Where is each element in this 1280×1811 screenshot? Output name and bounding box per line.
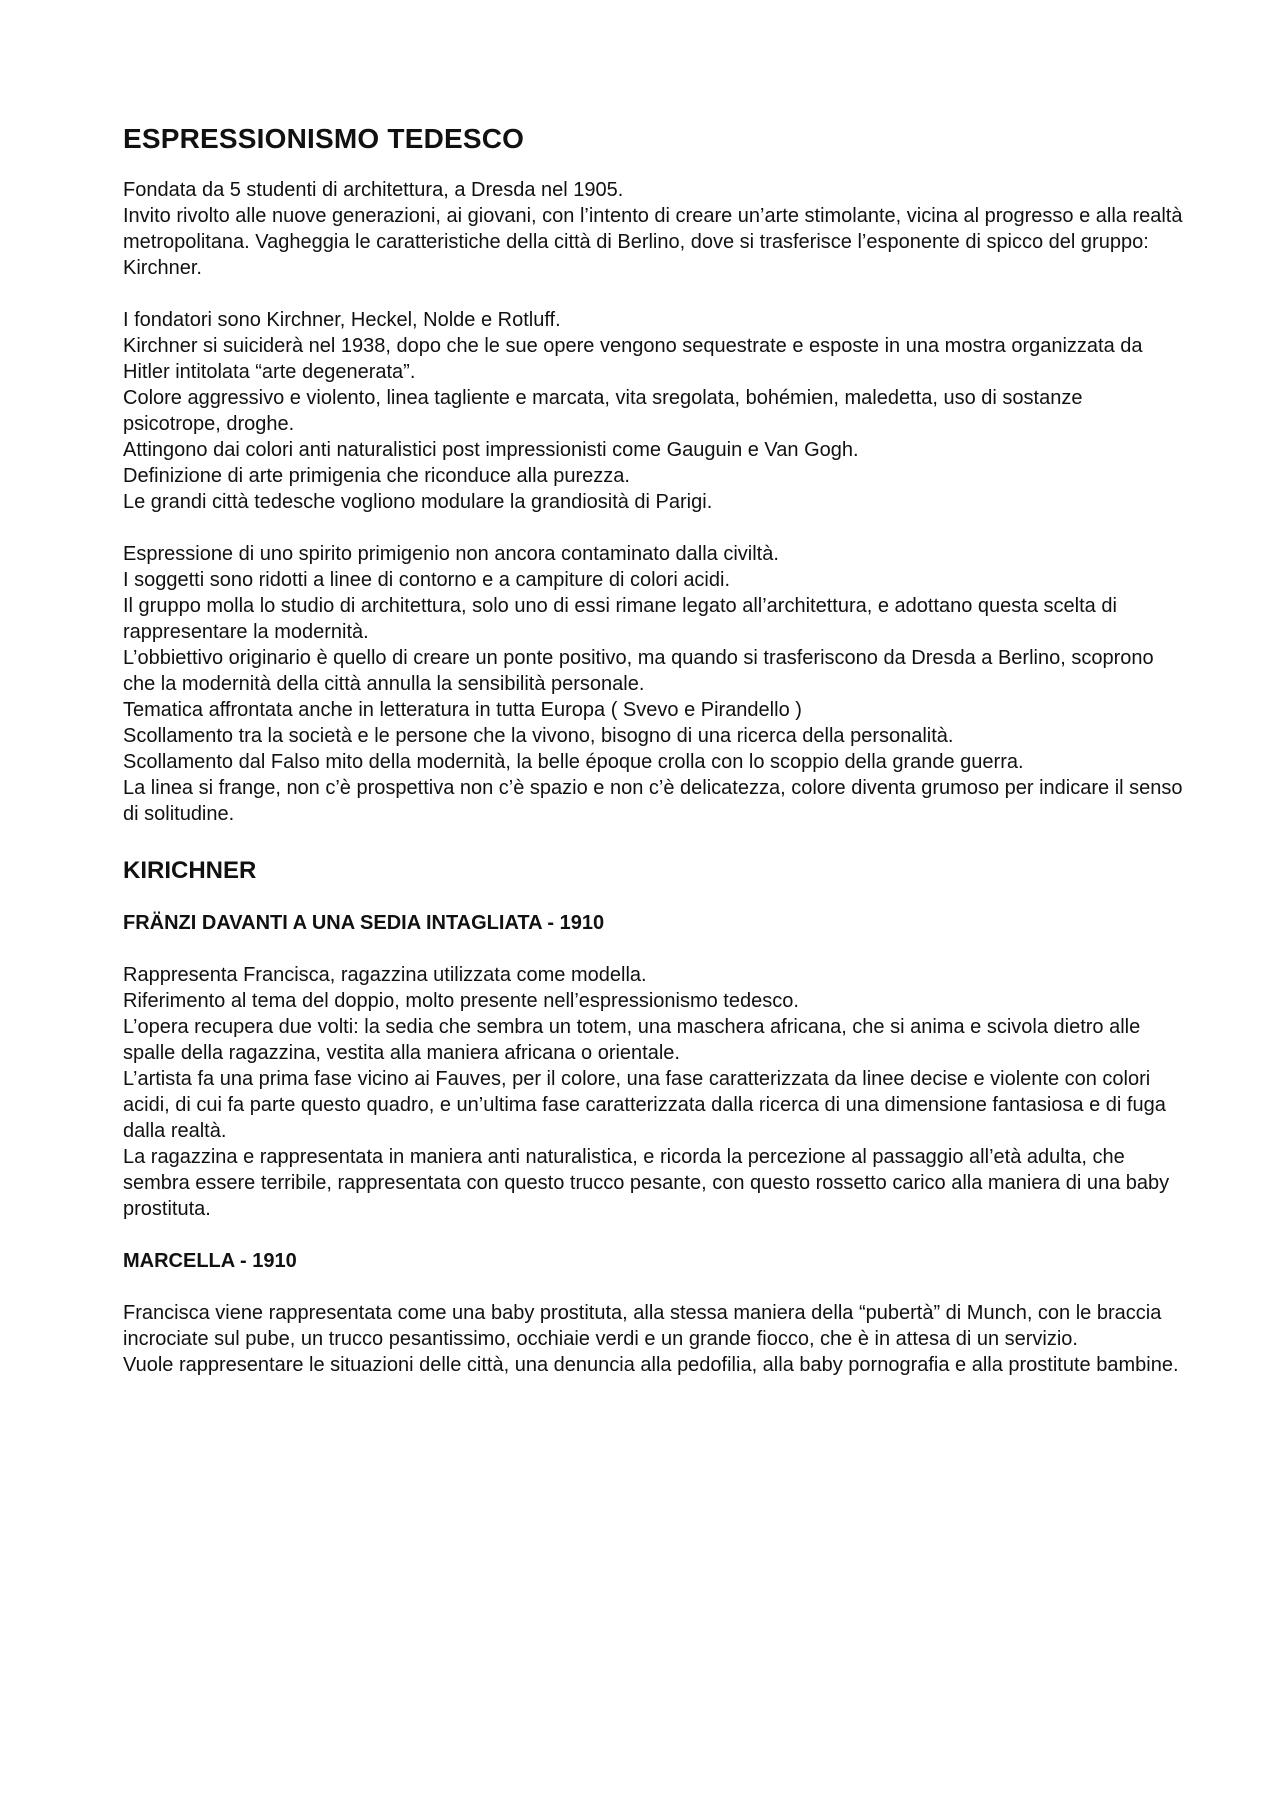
paragraph: Vuole rappresentare le situazioni delle città, una denuncia alla pedofilia, alla baby pornografia e alla prostitute bambine. [123, 1354, 1179, 1376]
paragraph: L’artista fa una prima fase vicino ai Fauves, per il colore, una fase caratterizzata da linee decise e violente con colori acidi, di cui fa parte questo quadro, e un’ultima fase caratterizzata dalla ricerca di una dimensione fantasiosa e di fuga dalla realtà. [123, 1068, 1166, 1142]
work-heading: FRÄNZI DAVANTI A UNA SEDIA INTAGLIATA - 1910 [123, 912, 605, 934]
paragraph: Scollamento dal Falso mito della modernità, la belle époque crolla con lo scoppio della grande guerra. [123, 751, 1024, 773]
paragraph: Le grandi città tedesche vogliono modulare la grandiosità di Parigi. [123, 491, 713, 513]
paragraph: La ragazzina e rappresentata in maniera anti naturalistica, e ricorda la percezione al passaggio all’età adulta, che sembra essere terribile, rappresentata con questo trucco pesante, con questo rossetto carico alla maniera di una baby prostituta. [123, 1146, 1170, 1220]
paragraph: Espressione di uno spirito primigenio non ancora contaminato dalla civiltà. [123, 543, 779, 565]
paragraph: Francisca viene rappresentata come una baby prostituta, alla stessa maniera della “pubertà” di Munch, con le braccia incrociate sul pube, un trucco pesantissimo, occhiaie verdi e un grande fiocco, che è in attesa di un servizio. [123, 1302, 1162, 1350]
work2-block [123, 1300, 1183, 1378]
paragraph: Riferimento al tema del doppio, molto presente nell’espressionismo tedesco. [123, 990, 799, 1012]
founders-block [123, 307, 1183, 515]
paragraph: Invito rivolto alle nuove generazioni, ai giovani, con l’intento di creare un’arte stimolante, vicina al progresso e alla realtà metropolitana. Vagheggia le caratteristiche della città di Berlino, dove si trasferisce l’esponente di spicco del gruppo: Kirchner. [123, 205, 1183, 279]
work1-block [123, 962, 1183, 1222]
paragraph: Definizione di arte primigenia che riconduce alla purezza. [123, 465, 630, 487]
characteristics-block [123, 541, 1183, 827]
paragraph: Rappresenta Francisca, ragazzina utilizzata come modella. [123, 964, 647, 986]
document-page [123, 122, 1183, 1378]
paragraph: L’opera recupera due volti: la sedia che sembra un totem, una maschera africana, che si anima e scivola dietro alle spalle della ragazzina, vestita alla maniera africana o orientale. [123, 1016, 1141, 1064]
work-heading: MARCELLA - 1910 [123, 1250, 297, 1272]
paragraph: Fondata da 5 studenti di architettura, a Dresda nel 1905. [123, 179, 624, 201]
document-title: ESPRESSIONISMO TEDESCO [123, 123, 525, 154]
paragraph: I soggetti sono ridotti a linee di contorno e a campiture di colori acidi. [123, 569, 731, 591]
paragraph: Tematica affrontata anche in letteratura in tutta Europa ( Svevo e Pirandello ) [123, 699, 802, 721]
paragraph: L’obbiettivo originario è quello di creare un ponte positivo, ma quando si trasferiscono da Dresda a Berlino, scoprono che la modernità della città annulla la sensibilità personale. [123, 647, 1154, 695]
paragraph: I fondatori sono Kirchner, Heckel, Nolde e Rotluff. [123, 309, 561, 331]
paragraph: Attingono dai colori anti naturalistici post impressionisti come Gauguin e Van Gogh. [123, 439, 859, 461]
paragraph: Il gruppo molla lo studio di architettura, solo uno di essi rimane legato all’architettura, e adottano questa scelta di rappresentare la modernità. [123, 595, 1117, 643]
intro-block [123, 177, 1183, 281]
paragraph: Kirchner si suiciderà nel 1938, dopo che le sue opere vengono sequestrate e esposte in una mostra organizzata da Hitler intitolata “arte degenerata”. [123, 335, 1143, 383]
paragraph: La linea si frange, non c’è prospettiva non c’è spazio e non c’è delicatezza, colore diventa grumoso per indicare il senso di solitudine. [123, 777, 1183, 825]
paragraph: Colore aggressivo e violento, linea tagliente e marcata, vita sregolata, bohémien, maledetta, uso di sostanze psicotrope, droghe. [123, 387, 1083, 435]
artist-heading: KIRICHNER [123, 857, 257, 884]
paragraph: Scollamento tra la società e le persone che la vivono, bisogno di una ricerca della personalità. [123, 725, 954, 747]
